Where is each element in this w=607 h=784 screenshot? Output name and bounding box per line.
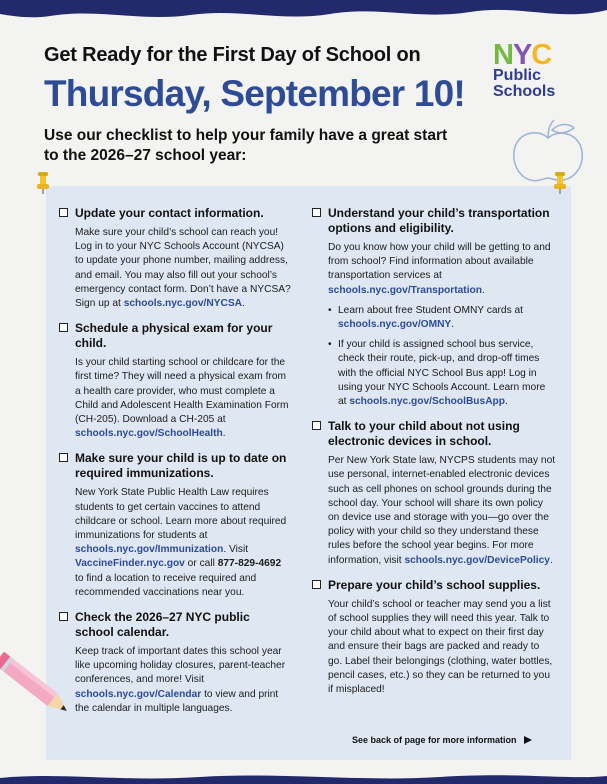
checkbox-icon: [59, 208, 68, 217]
body-text: Do you know how your child will be getting to and from school? Find information about available transportation services at: [328, 242, 551, 282]
item-title: Update your contact information.: [75, 206, 264, 220]
checklist-item-devices: [312, 419, 556, 568]
checklist-item-exam: [59, 321, 291, 441]
item-title: Schedule a physical exam for your child.: [75, 321, 273, 351]
body-text: .: [222, 428, 226, 440]
logo-text-public: Public: [493, 67, 542, 84]
page-title-date: Thursday, September 10!: [44, 73, 465, 114]
body-text: If your child is assigned school bus service, check their route, pick-up, and drop-off times with the official NYC School Bus app! Log in using your NYC Schools Account. Learn more at: [338, 339, 546, 408]
transportation-bullets: [328, 304, 556, 409]
intro-text: Use our checklist to help your family have a great start to the 2026–27 school year:: [44, 127, 448, 164]
item-body: [75, 486, 291, 600]
item-body: [75, 226, 291, 311]
page-title-line1: Get Ready for the First Day of School on: [44, 44, 421, 66]
checklist-item-contact: [59, 206, 291, 311]
item-body: [75, 356, 291, 441]
logo-letter-y: Y: [512, 39, 532, 71]
header: [44, 44, 494, 115]
nycsa-link[interactable]: schools.nyc.gov/NYCSA: [123, 298, 243, 310]
top-wave-decoration: [0, 0, 607, 26]
bullet-school-bus-app: [328, 338, 556, 409]
logo-nyc-letters: [493, 39, 573, 71]
logo-letter-c: C: [531, 39, 552, 71]
body-text: . Visit: [223, 544, 249, 556]
item-body: [328, 454, 556, 568]
item-body: [328, 241, 556, 298]
pencil-icon: [0, 652, 80, 728]
play-arrow-icon: [524, 736, 532, 744]
phone-number: 877-829-4692: [217, 558, 282, 570]
checklist-item-immunizations: [59, 451, 291, 600]
pushpin-right-icon: [553, 172, 567, 194]
body-text: Make sure your child’s school can reach you! Log in to your NYC Schools Account (NYCSA) to update your phone number, mailing address, and email. You may also fill out your school’s emergency contact form. Don’t have a NYCSA? Sign up at: [75, 227, 291, 310]
body-text: to view and print the calendar in multiple languages.: [75, 688, 279, 714]
body-text: Per New York State law, NYCPS students may not use personal, internet-enabled electronic devices such as cell phones on school grounds during the school day. Your school will share its own policy on device use and storage with you—go over the policy with your child so they understand these rules before the school year begins. For more information, visit: [328, 455, 556, 566]
school-health-link[interactable]: schools.nyc.gov/SchoolHealth: [75, 428, 223, 440]
school-bus-app-link[interactable]: schools.nyc.gov/SchoolBusApp: [349, 396, 505, 408]
item-title: Talk to your child about not using electronic devices in school.: [328, 419, 520, 449]
item-title: Check the 2026–27 NYC public school calendar.: [75, 610, 250, 640]
checkbox-icon: [59, 323, 68, 332]
checkbox-icon: [312, 580, 321, 589]
omny-link[interactable]: schools.nyc.gov/OMNY: [338, 319, 452, 331]
checklist-item-calendar: [59, 610, 291, 716]
checkbox-icon: [59, 453, 68, 462]
logo-letter-n: N: [493, 39, 513, 71]
body-text: .: [242, 298, 245, 310]
checklist-left-column: [59, 206, 291, 726]
body-text: to find a location to receive required and recommended vaccinations near you.: [75, 572, 257, 598]
see-back-note: [352, 735, 532, 745]
checkbox-icon: [312, 421, 321, 430]
vaccine-finder-link[interactable]: VaccineFinder.nyc.gov: [75, 558, 185, 570]
body-text: .: [481, 284, 485, 296]
body-text: Is your child starting school or childcare for the first time? They will need a physical exam from a health care provider, who must complete a Child and Adolescent Health Examination Form (CH-205). Download a CH-205 at: [75, 357, 289, 426]
checkbox-icon: [312, 208, 321, 217]
item-title: Make sure your child is up to date on required immunizations.: [75, 451, 287, 481]
item-body: [75, 645, 291, 716]
nyc-public-schools-logo: [493, 39, 573, 100]
body-text: or call: [184, 558, 218, 570]
logo-text-schools: Schools: [493, 83, 556, 100]
checklist-item-supplies: [312, 578, 556, 697]
body-text: .: [451, 319, 455, 331]
see-back-text: See back of page for more information: [352, 735, 517, 745]
pushpin-left-icon: [36, 172, 50, 194]
apple-doodle-icon: [508, 118, 588, 188]
item-title: Prepare your child’s school supplies.: [328, 577, 541, 592]
device-policy-link[interactable]: schools.nyc.gov/DevicePolicy: [404, 554, 550, 566]
checklist-right-column: [312, 206, 556, 707]
checkbox-icon: [59, 612, 68, 621]
body-text: Keep track of important dates this school year like upcoming holiday closures, parent-teacher conferences, and more! Visit: [75, 646, 286, 686]
calendar-link[interactable]: schools.nyc.gov/Calendar: [75, 688, 202, 700]
body-text: .: [505, 396, 508, 408]
body-text: New York State Public Health Law requires students to get certain vaccines to attend childcare or school. Learn more about required immunizations for students at: [75, 487, 287, 542]
item-body: Your child’s school or teacher may send you a list of school supplies they will need this year. Talk to your child about what to expect on their first day and ensure their bags are packed and ready to go. Label their belongings (clothing, water bottles, pencil cases, etc.) so they can be returned to you if misplaced!: [328, 598, 553, 696]
immunization-link[interactable]: schools.nyc.gov/Immunization: [75, 544, 224, 556]
checklist-item-transportation: [312, 206, 556, 409]
transportation-link[interactable]: schools.nyc.gov/Transportation: [328, 284, 482, 296]
item-title: Understand your child’s transportation options and eligibility.: [328, 206, 550, 235]
body-text: Learn about free Student OMNY cards at: [338, 304, 523, 316]
body-text: .: [549, 554, 553, 566]
bullet-omny: [328, 304, 556, 332]
bottom-wave-decoration: [0, 772, 607, 784]
